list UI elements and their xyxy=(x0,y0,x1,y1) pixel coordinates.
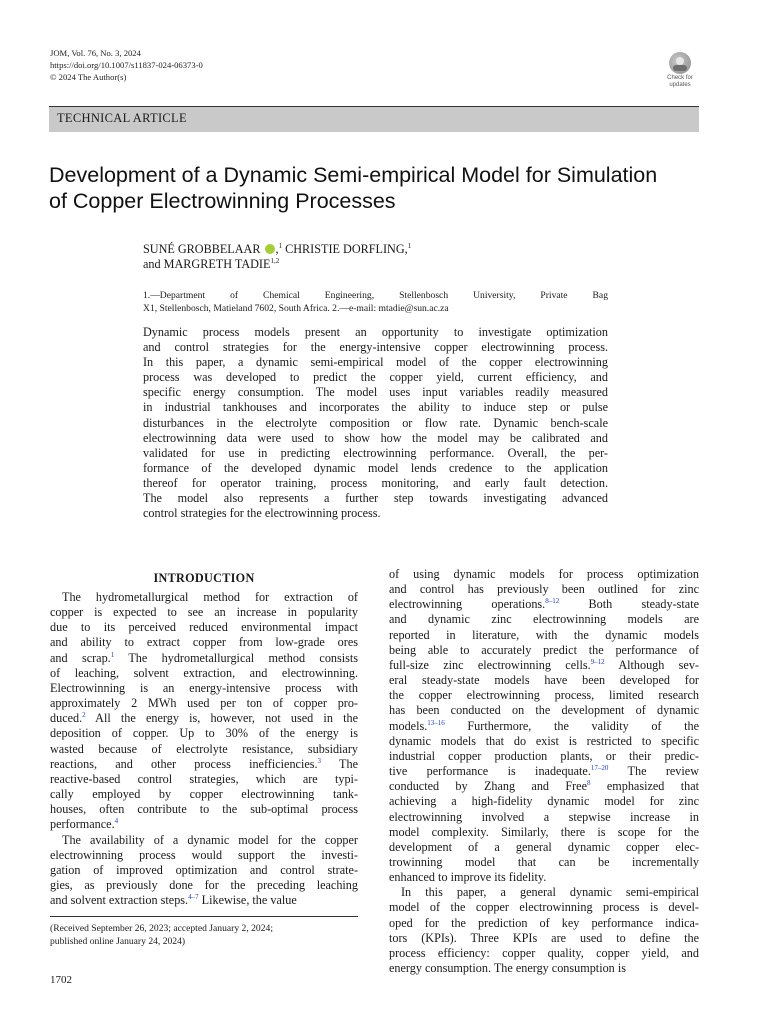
abstract-line: specific energy consumption. The model uses input variables readily measured xyxy=(143,385,608,400)
body-line: model complexity. Similarly, there is scope for the xyxy=(389,824,699,839)
abstract-line: process was developed to predict the copper yield, current efficiency, and xyxy=(143,370,608,385)
body-line: In this paper, a general dynamic semi-empirical xyxy=(401,885,699,900)
body-line: The availability of a dynamic model for the copper xyxy=(62,832,358,847)
body-column-left xyxy=(50,590,358,908)
body-line: houses, often contribute to the sub-optimal process xyxy=(50,802,358,817)
body-line: electrowinning operations.$^{8-12}$ Both steady-state xyxy=(389,597,699,612)
body-column-right xyxy=(389,567,699,976)
received-dates: (Received September 26, 2023; accepted January 2, 2024; published online January 24, 2024) xyxy=(50,923,273,947)
footnote-rule xyxy=(50,916,358,917)
body-line: model of the copper electrowinning process is devel- xyxy=(389,900,699,915)
orcid-icon[interactable] xyxy=(265,244,275,254)
doi-link[interactable]: https://doi.org/10.1007/s11837-024-06373-0 xyxy=(50,60,203,70)
abstract xyxy=(143,325,608,521)
body-line: and dynamic zinc electrowinning models are xyxy=(389,612,699,627)
body-line: industrial copper production plants, or their predic- xyxy=(389,748,699,763)
body-line: deposition of copper. Up to 30% of the energy is xyxy=(50,726,358,741)
abstract-line: In this paper, a dynamic semi-empirical model of the copper electrowinning xyxy=(143,355,608,370)
body-line: cally employed by copper electrowinning tank- xyxy=(50,787,358,802)
abstract-line: in industrial tankhouses and incorporates the ability to induce step or pulse xyxy=(143,400,608,415)
article-type-band xyxy=(49,106,699,132)
citation-link[interactable]: 13–16 xyxy=(427,718,445,727)
body-line: Electrowinning is an energy-intensive process with xyxy=(50,680,358,695)
body-line: gies, as previously done for the preceding leaching xyxy=(50,877,358,892)
body-line: duced.$^2$ All the energy is, however, not used in the xyxy=(50,711,358,726)
body-line: development of a general dynamic copper elec- xyxy=(389,839,699,854)
body-line: energy consumption. The energy consumption is xyxy=(389,961,626,976)
author-grobbelaar[interactable]: SUNÉ GROBBELAAR xyxy=(143,242,261,256)
citation-link[interactable]: 1 xyxy=(110,650,115,659)
body-line: electrowinning involved a stepwise increase in xyxy=(389,809,699,824)
body-line: eral steady-state models have been developed for xyxy=(389,673,699,688)
body-line: process efficiency: copper quality, copper yield, and xyxy=(389,945,699,960)
body-line: approximately 2 MWh used per ton of copper pro- xyxy=(50,696,358,711)
body-line: and ability to extract copper from low-grade ores xyxy=(50,635,358,650)
body-line: the copper electrowinning process, limited research xyxy=(389,688,699,703)
body-line: being able to accurately predict the performance of xyxy=(389,642,699,657)
article-title: Development of a Dynamic Semi-empirical Model for Simulation of Copper Electrowinning Processes xyxy=(49,163,658,213)
copyright: © 2024 The Author(s) xyxy=(50,72,127,82)
abstract-line: Dynamic process models present an opportunity to investigate optimization xyxy=(143,325,608,339)
citation-link[interactable]: 4–7 xyxy=(188,893,199,902)
body-line: reported in literature, with the dynamic models xyxy=(389,627,699,642)
body-line: of using dynamic models for process optimization xyxy=(389,567,699,581)
body-line: trowinning model that can be incrementally xyxy=(389,854,699,869)
body-line: models.$^{13-16}$ Furthermore, the validity of the xyxy=(389,718,699,733)
check-for-updates-icon xyxy=(669,52,691,74)
abstract-line: control strategies for the electrowinning process. xyxy=(143,506,381,521)
author-dorfling[interactable]: CHRISTIE DORFLING, xyxy=(285,242,408,256)
body-line: and scrap.$^1$ The hydrometallurgical method consists xyxy=(50,650,359,665)
abstract-line: thereof for operator training, process monitoring, and early fault detection. xyxy=(143,475,608,490)
abstract-line: The model also represents a further step towards investigating advanced xyxy=(143,491,608,506)
page-number: 1702 xyxy=(50,974,72,986)
body-line: electrowinning process would support the investi- xyxy=(50,847,358,862)
citation-link[interactable]: 4 xyxy=(114,817,119,826)
body-line: copper is expected to see an increase in popularity xyxy=(50,605,358,620)
body-line: achieving a high-fidelity dynamic model for zinc xyxy=(389,794,699,809)
body-line: gation of improved optimization and control strate- xyxy=(50,862,358,877)
citation-link[interactable]: 9–12 xyxy=(590,657,605,666)
citation-link[interactable]: 2 xyxy=(82,711,86,720)
body-line: oped for the prediction of key performance indica- xyxy=(389,915,699,930)
abstract-line: disturbances in the electrolyte composition or flow rate. Dynamic bench-scale xyxy=(143,415,608,430)
body-line: conducted by Zhang and Free$^8$ emphasized that xyxy=(389,779,699,794)
citation-link[interactable]: 17–20 xyxy=(590,763,609,772)
author-list: SUNÉ GROBBELAAR ,$^1$ CHRISTIE DORFLING,$^1$ and MARGRETH TADIE$^{1,2}$ xyxy=(143,241,412,271)
body-line: enhanced to improve its fidelity. xyxy=(389,870,547,885)
body-line: and solvent extraction steps.$^{4-7}$ Likewise, the value xyxy=(50,893,297,908)
body-line: tive performance is inadequate.$^{17-20}$ The review xyxy=(389,763,699,779)
body-line: performance.$^4$ xyxy=(50,817,119,832)
body-line: due to its perceived reduced environmental impact xyxy=(50,620,358,635)
citation-link[interactable]: 8–12 xyxy=(545,597,560,606)
abstract-line: electrowinning data were used to show how the model may be calibrated and xyxy=(143,430,608,445)
body-line: full-size zinc electrowinning cells.$^{9-12}$ Although sev- xyxy=(389,657,699,672)
abstract-line: and control strategies for the energy-intensive copper electrowinning process. xyxy=(143,340,608,355)
abstract-line: formance of the developed dynamic model lends credence to the application xyxy=(143,460,608,475)
body-line: dynamic models that do exist is restricted to specific xyxy=(389,733,699,748)
section-heading-introduction: INTRODUCTION xyxy=(153,571,255,585)
body-line: and control has previously been outlined for zinc xyxy=(389,582,699,597)
body-line: The hydrometallurgical method for extraction of xyxy=(62,590,358,604)
body-line: wasted because of electrolyte resistance, subsidiary xyxy=(50,741,358,756)
check-for-updates-button[interactable] xyxy=(661,52,699,88)
citation-link[interactable]: 3 xyxy=(317,756,322,765)
body-line: tors (KPIs). Three KPIs are used to define the xyxy=(389,930,699,945)
abstract-line: validated for use in predicting electrowinning performance. Overall, the per- xyxy=(143,445,608,460)
citation-link[interactable]: 8 xyxy=(587,779,591,788)
affiliations: 1.—Department of Chemical Engineering, Stellenbosch University, Private Bag X1, Stellenbosch, Matieland 7602, South Africa. 2.—e-mail: mtadie@sun.ac.za xyxy=(143,290,608,314)
body-line: reactions, and other process inefficiencies.$^3$ The xyxy=(50,756,358,771)
journal-header xyxy=(50,47,203,83)
journal-citation: JOM, Vol. 76, No. 3, 2024 xyxy=(50,48,141,58)
author-tadie[interactable]: and MARGRETH TADIE xyxy=(143,257,271,271)
article-type-label: TECHNICAL ARTICLE xyxy=(57,111,187,125)
check-for-updates-label: Check for updates xyxy=(667,75,693,88)
body-line: reactive-based control strategies, which are typi- xyxy=(50,771,358,786)
body-line: of leaching, solvent extraction, and electrowinning. xyxy=(50,665,358,680)
body-line: has been conducted on the development of dynamic xyxy=(389,703,699,718)
